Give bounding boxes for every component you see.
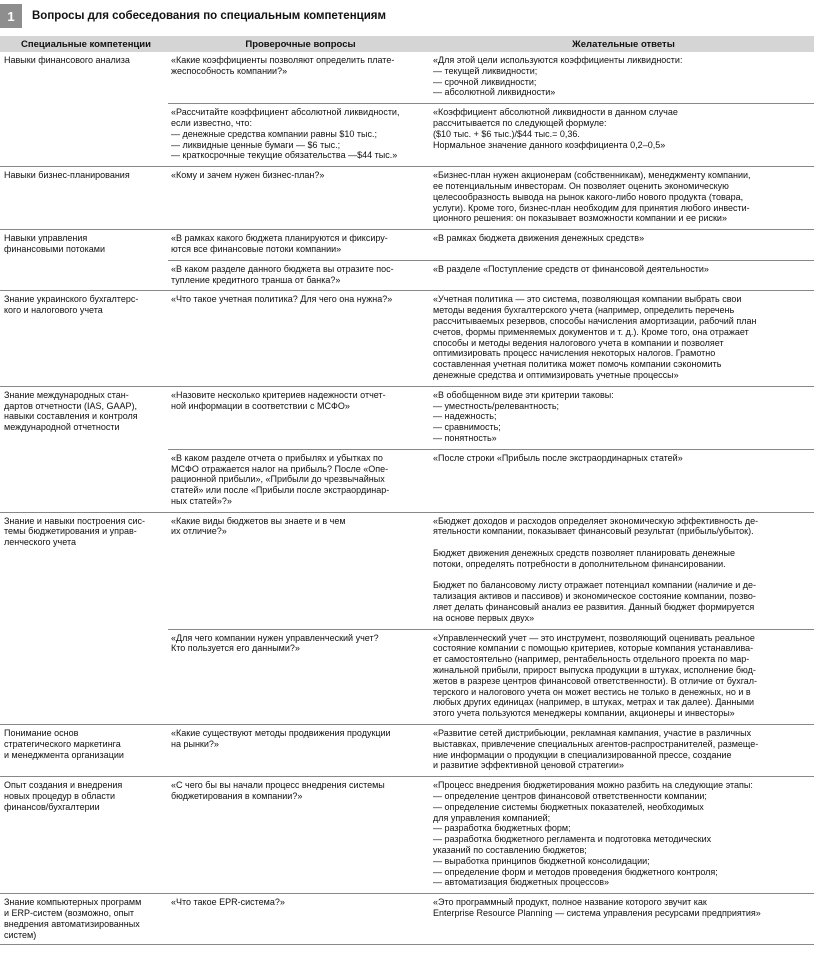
- competence-cell: Навыки финансового анализа: [4, 55, 130, 65]
- question-cell: «В каком разделе данного бюджета вы отразите пос- тупление кредитного транша от банка?»: [171, 263, 394, 285]
- answer-cell: «Процесс внедрения бюджетирования можно разбить на следующие этапы: — определение центров финансовой ответственности компании; — определение системы бюджетных показателей, необходимых для управления компанией; — разработка бюджетных форм; — разработка бюджетного регламента и подготовка методических указаний по составлению бюджетов; — выработка принципов бюджетной консолидации; — определение форм и методов проведения бюджетного контроля; — автоматизация бюджетных процессов»: [433, 780, 753, 888]
- table-row: [0, 725, 814, 777]
- answer-cell: «Бюджет доходов и расходов определяет экономическую эффективность де- ятельности компании, показывает финансовый результат (прибыль/убыток). Бюджет движения денежных средств позволяет планировать денежные потоки, определять потребности в дополнительном финансировании. Бюджет по балансовому листу отражает потенциал компании (наличие и де- тализация активов и пассивов) и экономическое состояние компании, позво- ляет делать финансовый анализ ее развития. Данный бюджет формируется на основе первых двух»: [433, 515, 759, 623]
- question-answer-pair: [168, 629, 814, 724]
- question-answer-list: [168, 291, 814, 385]
- answer-cell: «Бизнес-план нужен акционерам (собственникам), менеджменту компании, ее потенциальным инвесторам. Он позволяет оценить экономическую целесообразность вывода на рынок какого-либо нового продукта (товара, услуги). Кроме того, бизнес-план необходим для принятия любого инвести- ционного решения: он показывает возможности компании и ее риски»: [433, 170, 751, 224]
- question-cell: «В рамках какого бюджета планируются и фиксиру- ются все финансовые потоки компании»: [171, 233, 388, 254]
- competence-cell: Знание международных стан- дартов отчетности (IAS, GAAP), навыки составления и контроля международной отчетности: [4, 389, 138, 433]
- competence-cell: Навыки бизнес-планирования: [4, 170, 130, 181]
- question-answer-pair: [168, 52, 814, 103]
- answer-cell: «Коэффициент абсолютной ликвидности в данном случае рассчитывается по следующей формуле: ($10 тыс. + $6 тыс.)/$44 тыс.= 0,36. Нормальное значение данного коэффициента 0,2–0,5»: [433, 107, 678, 150]
- answer-cell: «В рамках бюджета движения денежных средств»: [433, 233, 645, 244]
- question-cell: «Какие существуют методы продвижения продукции на рынки?»: [171, 728, 391, 749]
- column-header-answers: Желательные ответы: [572, 38, 675, 50]
- question-answer-list: [168, 777, 814, 893]
- question-answer-pair: [168, 513, 814, 629]
- table-row: [0, 230, 814, 291]
- answer-cell: «Управленческий учет — это инструмент, позволяющий оценивать реальное состояние компании с помощью критериев, которые компания устанавлива- ет самостоятельно (например, рентабельность отдельного проекта по мар- жинальной прибыли, прирост выпуска продукции в штуках, исполнение бюд- жетов в разрезе центров финансовой ответственности). В отличие от бухгал- терского и налогового учета он может вестись не только в денежных, но и в любых других единицах (например, в штуках, метрах и так далее). Данными этого учета пользуются менеджеры компании, акционеры и инвесторы»: [433, 632, 758, 719]
- question-answer-list: [168, 230, 814, 290]
- competence-cell: Навыки управления финансовыми потоками: [4, 233, 106, 254]
- question-answer-pair: [168, 103, 814, 166]
- table-row: [0, 52, 814, 167]
- question-answer-pair: [168, 894, 814, 924]
- table-title: Вопросы для собеседования по специальным компетенциям: [32, 10, 387, 22]
- competence-cell: Знание украинского бухгалтерс- кого и налогового учета: [4, 294, 139, 316]
- answer-cell: «Для этой цели используются коэффициенты ликвидности: — текущей ликвидности; — срочной ликвидности; — абсолютной ликвидности»: [433, 55, 683, 98]
- table-row: [0, 167, 814, 230]
- question-answer-pair: [168, 449, 814, 512]
- question-cell: «Рассчитайте коэффициент абсолютной ликвидности, если известно, что: — денежные средства компании равны $10 тыс.; — ликвидные ценные бумаги — $6 тыс.; — краткосрочные текущие обязательства —$44 тыс.»: [171, 107, 400, 161]
- question-answer-pair: [168, 167, 814, 229]
- question-answer-pair: [168, 260, 814, 291]
- table-body: [0, 52, 814, 945]
- question-cell: «Для чего компании нужен управленческий учет? Кто пользуется его данными?»: [171, 632, 379, 654]
- question-cell: «Назовите несколько критериев надежности отчет- ной информации в соответствии с МСФО»: [171, 389, 386, 411]
- question-answer-pair: [168, 725, 814, 776]
- column-header-questions: Проверочные вопросы: [245, 38, 356, 50]
- question-answer-list: [168, 387, 814, 512]
- table-row: [0, 387, 814, 513]
- question-cell: «Какие виды бюджетов вы знаете и в чем их отличие?»: [171, 515, 346, 537]
- question-answer-pair: [168, 777, 814, 893]
- question-cell: «С чего бы вы начали процесс внедрения системы бюджетирования в компании?»: [171, 780, 385, 802]
- table-row: [0, 513, 814, 725]
- table-header: [0, 36, 814, 52]
- column-header-competence: Специальные компетенции: [21, 38, 151, 50]
- question-answer-list: [168, 725, 814, 776]
- question-answer-list: [168, 52, 814, 166]
- answer-cell: «После строки «Прибыль после экстраординарных статей»: [433, 452, 683, 463]
- question-answer-pair: [168, 291, 814, 385]
- answer-cell: «В обобщенном виде эти критерии таковы: — уместность/релевантность; — надежность; — сравнимость; — понятность»: [433, 389, 614, 443]
- question-cell: «Что такое EPR-система?»: [171, 897, 285, 908]
- table-row: [0, 894, 814, 945]
- question-answer-list: [168, 894, 814, 944]
- competence-cell: Опыт создания и внедрения новых процедур в области финансов/бухгалтерии: [4, 780, 123, 812]
- question-cell: «В каком разделе отчета о прибылях и убытках по МСФО отражается налог на прибыль? После «Опе- рационной прибыли», «Прибыли до чрезвычайных статей» или после «Прибыли после экстраординар- ных статей»?»: [171, 452, 390, 506]
- question-answer-list: [168, 167, 814, 229]
- answer-cell: «Учетная политика — это система, позволяющая компании выбрать свои методы ведения бухгалтерского учета (например, определить перечень рассчитываемых резервов, способы начисления амортизации, рабочий план счетов, формы применяемых документов и т. д.). Кроме того, она отражает способы и методы ведения налогового учета в компании и позволяет оптимизировать процесс начисления некоторых налогов. Грамотно составленная учетная политика может помочь компании сэкономить денежные средства и оптимизировать учетные процессы»: [433, 294, 757, 380]
- question-cell: «Какие коэффициенты позволяют определить плате- жеспособность компании?»: [171, 55, 395, 76]
- question-cell: «Что такое учетная политика? Для чего она нужна?»: [171, 294, 393, 305]
- answer-cell: «Это программный продукт, полное название которого звучит как Enterprise Resource Planning — система управления ресурсами предприятия»: [433, 897, 761, 918]
- answer-cell: «В разделе «Поступление средств от финансовой деятельности»: [433, 263, 709, 274]
- competence-cell: Понимание основ стратегического маркетинга и менеджмента организации: [4, 728, 124, 760]
- question-cell: «Кому и зачем нужен бизнес-план?»: [171, 170, 325, 181]
- competence-cell: Знание компьютерных программ и ERP-систем (возможно, опыт внедрения автоматизированных систем): [4, 897, 142, 940]
- table-title-row: [0, 4, 814, 28]
- table-row: [0, 291, 814, 386]
- question-answer-pair: [168, 387, 814, 449]
- table-number-badge: 1: [0, 4, 22, 28]
- table-row: [0, 777, 814, 894]
- question-answer-list: [168, 513, 814, 724]
- answer-cell: «Развитие сетей дистрибьюции, рекламная кампания, участие в различных выставках, привлечение специальных агентов-распространителей, размеще- ние информации о продукции в специализированной прессе, создание и развитие эффективной ценовой стратегии»: [433, 728, 759, 771]
- question-answer-pair: [168, 230, 814, 260]
- competence-cell: Знание и навыки построения сис- темы бюджетирования и управ- ленческого учета: [4, 515, 146, 548]
